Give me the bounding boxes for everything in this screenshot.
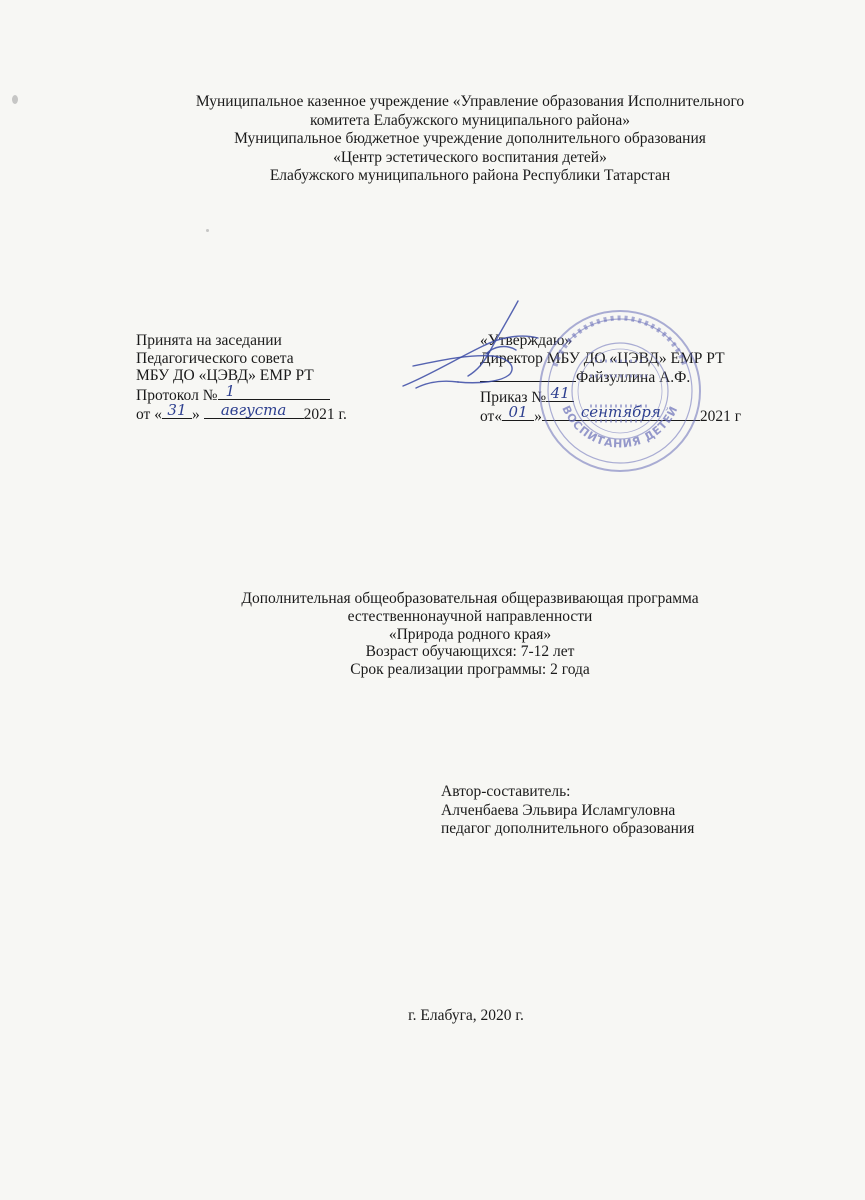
program-line: естественнонаучной направленности (347, 607, 593, 625)
program-line: Дополнительная общеобразовательная общеразвивающая программа (241, 590, 699, 607)
order-number: 41 (550, 383, 570, 402)
official-stamp (535, 306, 705, 476)
adoption-block (136, 332, 347, 424)
header-line: Елабужского муниципального района Республики Татарстан (269, 167, 671, 184)
program-title-block (0, 590, 865, 679)
approval-line: Директор МБУ ДО «ЦЭВД» ЕМР РТ (480, 349, 725, 367)
date-year: 2021 г (699, 408, 742, 426)
author-label: Автор-составитель: (441, 783, 571, 800)
header-line: «Центр эстетического воспитания детей» (333, 148, 607, 166)
date-mid: » (534, 408, 542, 426)
stamp-text: ВОСПИТАНИЯ ДЕТЕЙ (559, 403, 681, 451)
program-name: «Природа родного края» (388, 625, 552, 643)
institution-header (0, 93, 865, 186)
order-label: Приказ № (480, 388, 547, 406)
footer-text-container (0, 1007, 865, 1025)
date-day: 01 (508, 403, 528, 422)
date-prefix: от « (136, 406, 162, 424)
date-month-blank (204, 401, 304, 420)
adoption-line: Принята на заседании (136, 332, 282, 349)
header-line: Муниципальное казенное учреждение «Управление образования Исполнительного (195, 93, 745, 110)
adoption-line: Педагогического совета (136, 349, 294, 367)
program-duration: Срок реализации программы: 2 года (350, 661, 590, 679)
protocol-number: 1 (225, 381, 236, 400)
date-month: сентября (580, 403, 661, 422)
author-block (441, 783, 694, 839)
adoption-date-line (136, 401, 347, 424)
director-signature (398, 296, 548, 396)
header-line: комитета Елабужского муниципального района» (309, 111, 631, 129)
header-line: Муниципальное бюджетное учреждение дополнительного образования (234, 130, 706, 147)
place-date: г. Елабуга, 2020 г. (408, 1007, 524, 1024)
protocol-label: Протокол № (136, 386, 218, 404)
protocol-blank (218, 381, 330, 400)
date-day-blank (162, 401, 192, 420)
author-name: Алченбаева Эльвира Исламгуловна (441, 801, 676, 819)
date-year: 2021 г. (303, 406, 347, 424)
director-name: Файзуллина А.Ф. (576, 369, 691, 387)
author-position: педагог дополнительного образования (441, 820, 695, 837)
approval-line: «Утверждаю» (480, 332, 573, 349)
date-prefix: от« (480, 408, 503, 426)
svg-text:ВОСПИТАНИЯ ДЕТЕЙ (559, 404, 680, 451)
date-mid: » (191, 406, 200, 424)
date-day-blank (502, 403, 534, 422)
date-day: 31 (167, 401, 187, 420)
program-age: Возраст обучающихся: 7-12 лет (365, 643, 575, 661)
date-month: августа (220, 401, 287, 420)
scan-dot (206, 229, 209, 232)
adoption-line: МБУ ДО «ЦЭВД» ЕМР РТ (136, 367, 314, 385)
